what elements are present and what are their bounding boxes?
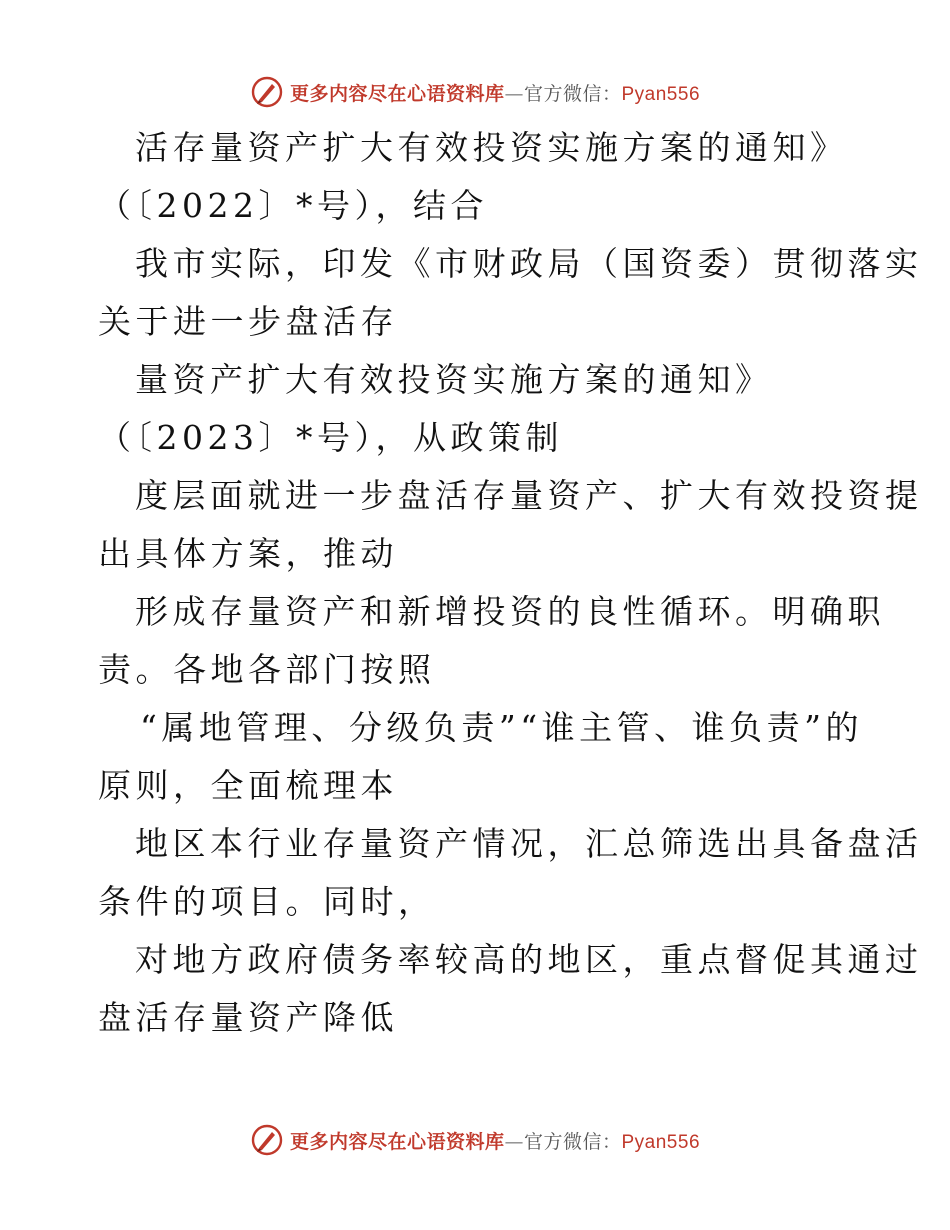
quill-pen-logo-icon [250, 1123, 284, 1157]
text-line: 形成存量资产和新增投资的良性循环。明确职 [135, 592, 885, 631]
text-line: 条件的项目。同时， [98, 882, 436, 921]
text-line: 盘活存量资产降低 [98, 998, 398, 1037]
footer-watermark [0, 1120, 950, 1160]
text-line: 量资产扩大有效投资实施方案的通知》 [135, 360, 773, 399]
watermark-separator: — [504, 82, 524, 105]
text-line: 责。各地各部门按照 [98, 650, 436, 689]
watermark-wechat-id: Pyan556 [621, 83, 701, 105]
text-line: 活存量资产扩大有效投资实施方案的通知》 [135, 128, 848, 167]
text-line: 度层面就进一步盘活存量资产、扩大有效投资提 [135, 476, 923, 515]
text-line: 出具体方案，推动 [98, 534, 398, 573]
text-line: （〔2023〕*号），从政策制 [98, 418, 563, 457]
text-line: 我市实际，印发《市财政局（国资委）贯彻落实 [135, 244, 923, 283]
text-line: 对地方政府债务率较高的地区，重点督促其通过 [135, 940, 923, 979]
watermark-wechat-label: 官方微信： [523, 82, 622, 105]
quill-pen-logo-icon [250, 75, 284, 109]
watermark-text [290, 79, 700, 106]
text-line: （〔2022〕*号），结合 [98, 186, 488, 225]
watermark-wechat-id: Pyan556 [621, 1131, 701, 1153]
text-line: 关于进一步盘活存 [98, 302, 398, 341]
text-line: “属地管理、分级负责”“谁主管、谁负责”的 [140, 708, 863, 747]
watermark-brand: 更多内容尽在心语资料库 [289, 1130, 505, 1153]
watermark-wechat-label: 官方微信： [523, 1130, 622, 1153]
text-line: 地区本行业存量资产情况，汇总筛选出具备盘活 [135, 824, 923, 863]
watermark-text [290, 1127, 700, 1154]
text-line: 原则，全面梳理本 [98, 766, 398, 805]
header-watermark [0, 72, 950, 112]
watermark-separator: — [504, 1130, 524, 1153]
watermark-brand: 更多内容尽在心语资料库 [289, 82, 505, 105]
